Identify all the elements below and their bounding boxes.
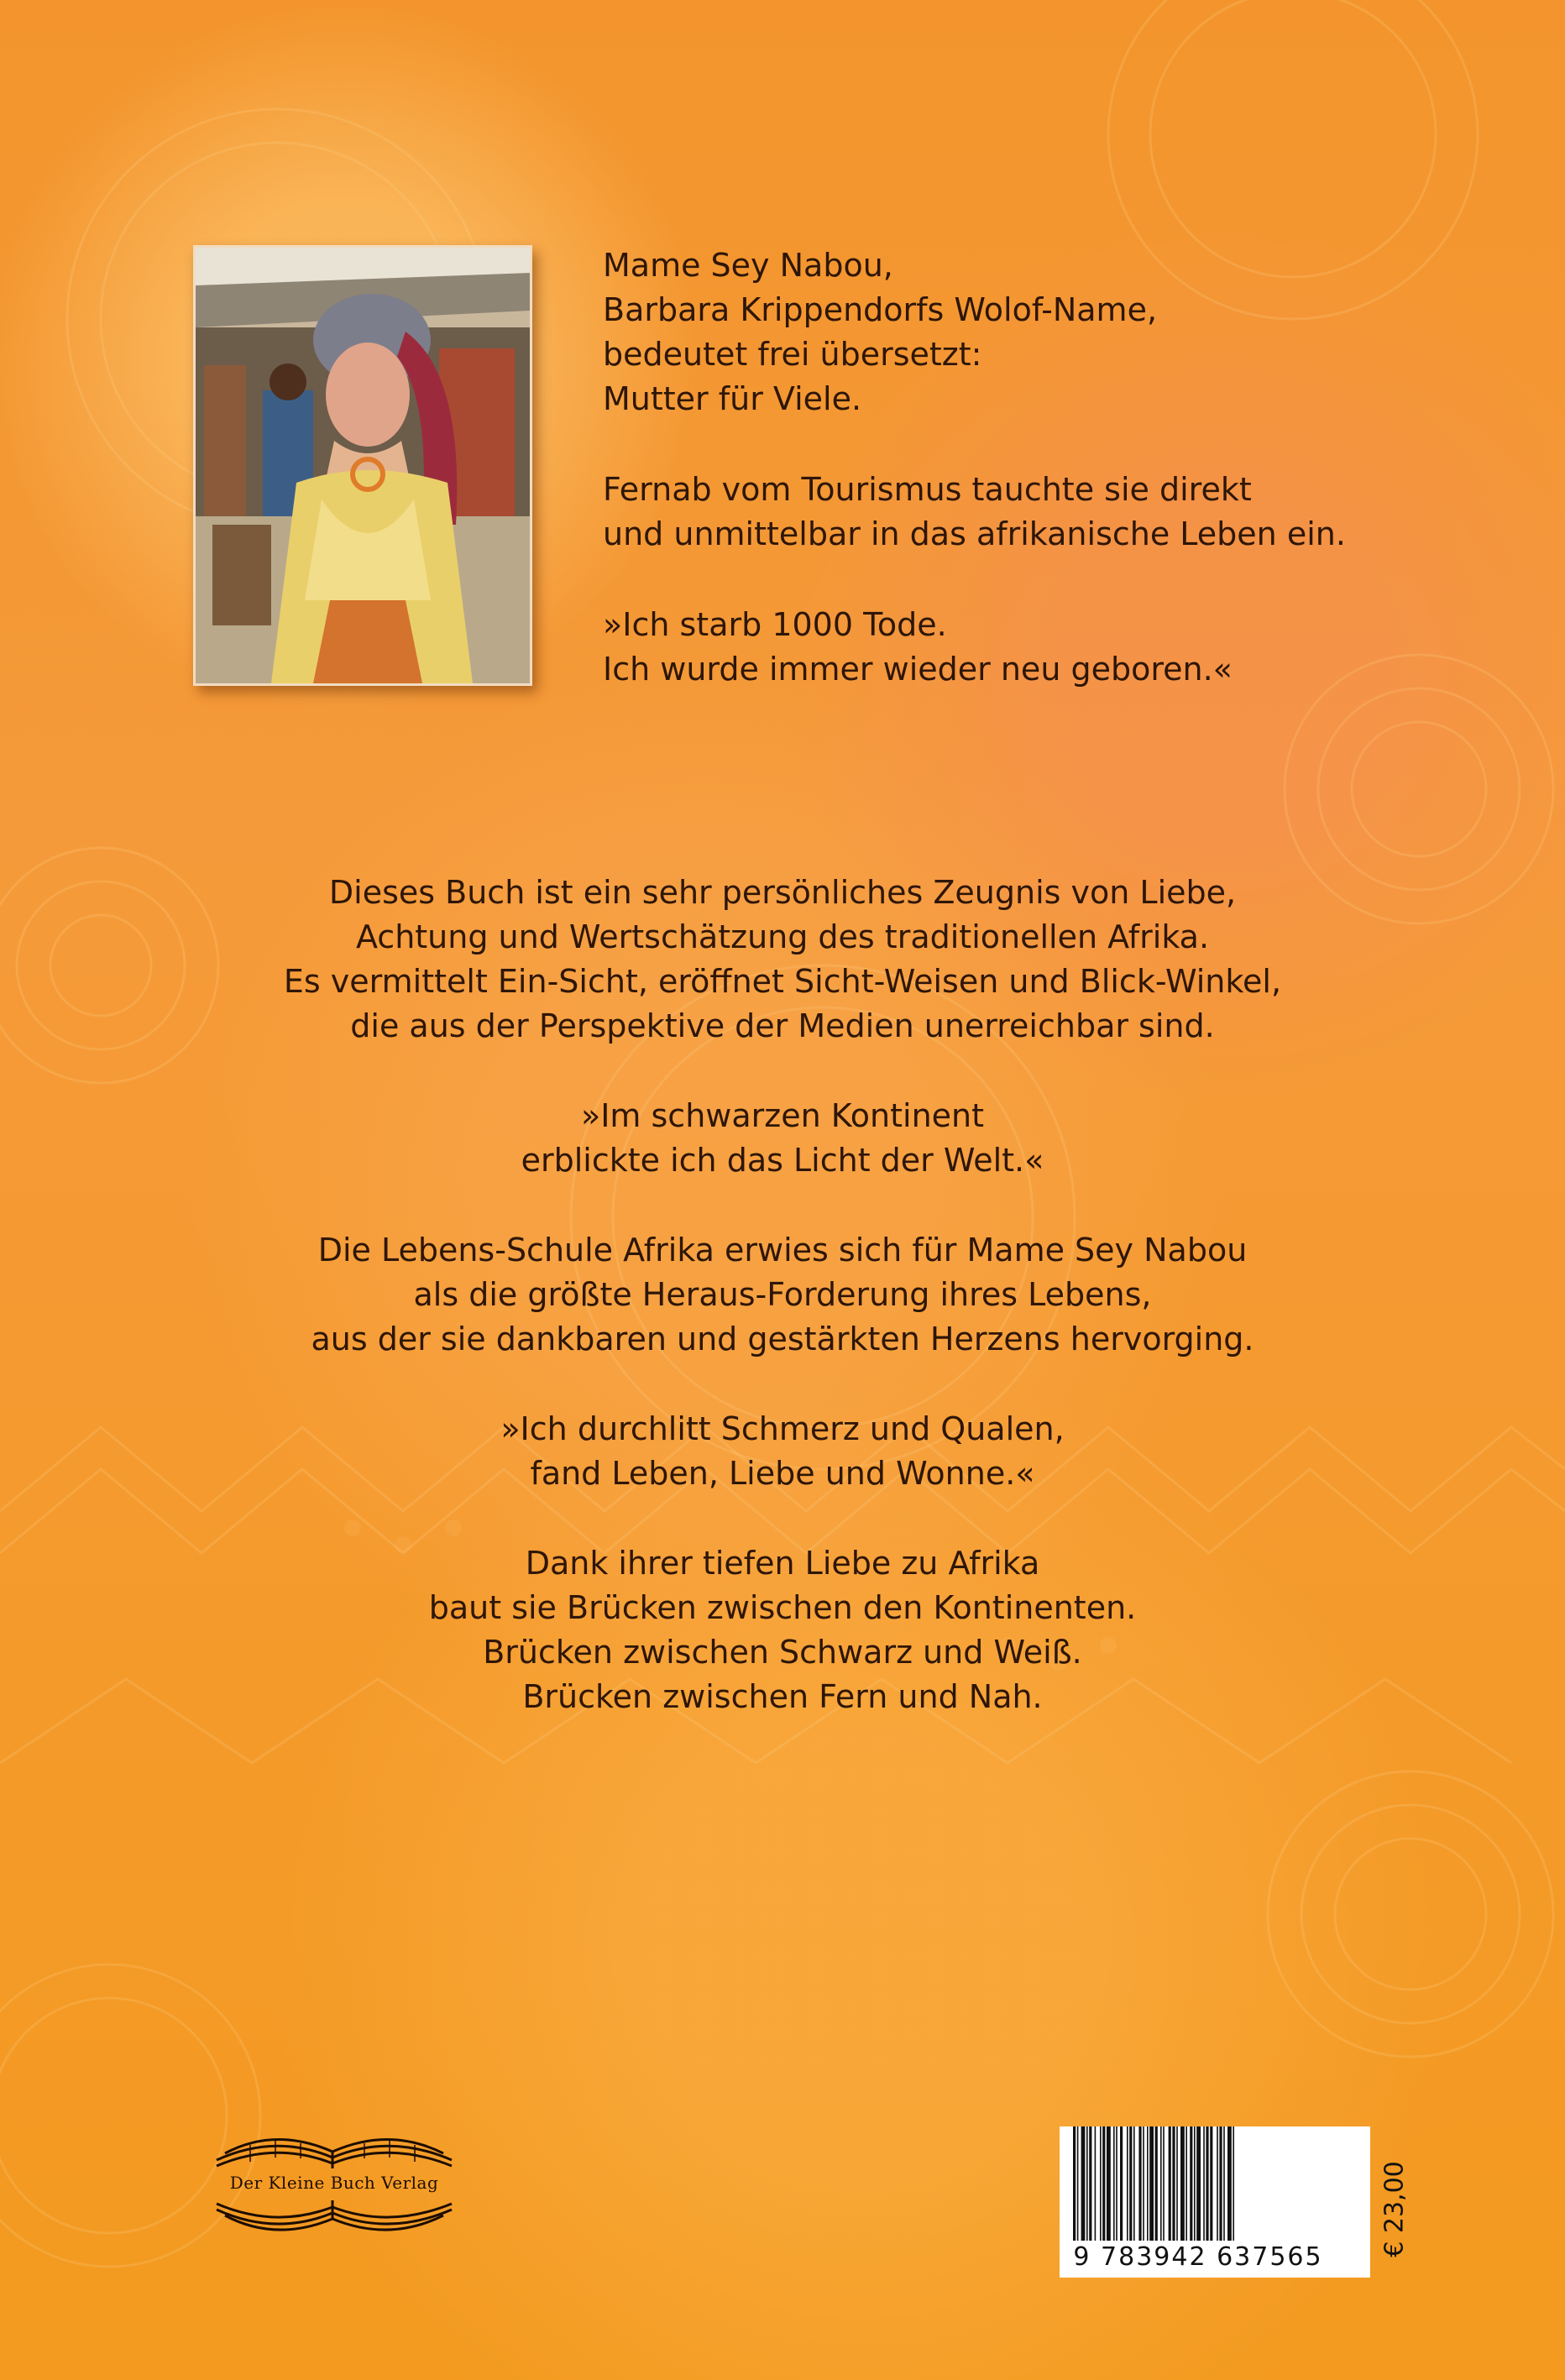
text-line: die aus der Perspektive der Medien unerreichbar sind.: [350, 1007, 1215, 1044]
text-line: baut sie Brücken zwischen den Kontinenten.: [428, 1589, 1137, 1626]
barcode-bar: [1107, 2126, 1111, 2241]
barcode-bar: [1206, 2126, 1208, 2241]
barcode-bar: [1073, 2126, 1076, 2241]
text-line: und unmittelbar in das afrikanische Leben ein.: [603, 515, 1346, 552]
author-quote: [603, 603, 1484, 692]
barcode-bar: [1186, 2126, 1187, 2241]
text-line: fand Leben, Liebe und Wonne.«: [530, 1455, 1035, 1492]
barcode-bar: [1127, 2126, 1128, 2241]
name-meaning-paragraph: [603, 243, 1484, 421]
barcode-bar: [1223, 2126, 1225, 2241]
barcode-bar: [1233, 2126, 1234, 2241]
text-line: Barbara Krippendorfs Wolof-Name,: [603, 291, 1158, 328]
travel-paragraph: [603, 468, 1484, 557]
barcode-bar: [1086, 2126, 1088, 2241]
isbn-barcode: [1060, 2126, 1370, 2278]
text-line: Brücken zwischen Fern und Nah.: [522, 1678, 1043, 1715]
blurb-paragraph-2: [126, 1228, 1439, 1362]
barcode-bar: [1172, 2126, 1175, 2241]
barcode-bar: [1100, 2126, 1102, 2241]
text-line: Es vermittelt Ein-Sicht, eröffnet Sicht-Weisen und Blick-Winkel,: [283, 963, 1282, 1000]
text-line: erblickte ich das Licht der Welt.«: [521, 1142, 1044, 1179]
blurb: [126, 871, 1439, 1765]
barcode-bar: [1163, 2126, 1165, 2241]
text-line: Dank ihrer tiefen Liebe zu Afrika: [525, 1545, 1040, 1582]
author-photo: [193, 245, 532, 686]
barcode-bar: [1190, 2126, 1192, 2241]
barcode-bar: [1113, 2126, 1115, 2241]
price-label: € 23,00: [1379, 2161, 1410, 2257]
barcode-bar: [1217, 2126, 1218, 2241]
barcode-bar: [1155, 2126, 1158, 2241]
barcode-bar: [1120, 2126, 1123, 2241]
barcode-bar: [1194, 2126, 1196, 2241]
barcode-bar: [1081, 2126, 1086, 2241]
barcode-bar: [1210, 2126, 1212, 2241]
publisher-logo: [191, 2120, 477, 2246]
text-line: bedeutet frei übersetzt:: [603, 336, 982, 373]
text-line: »Ich starb 1000 Tode.: [603, 606, 947, 643]
text-line: Mutter für Viele.: [603, 380, 862, 417]
barcode-bar: [1227, 2126, 1232, 2241]
publisher-name: Der Kleine Buch Verlag: [229, 2173, 439, 2193]
text-line: Die Lebens-Schule Afrika erwies sich für Mame Sey Nabou: [317, 1232, 1248, 1268]
text-line: Ich wurde immer wieder neu geboren.«: [603, 651, 1233, 688]
barcode-bar: [1160, 2126, 1162, 2241]
barcode-bar: [1133, 2126, 1135, 2241]
text-line: »Im schwarzen Kontinent: [580, 1097, 985, 1134]
barcode-bar: [1102, 2126, 1105, 2241]
blurb-quote-2: [126, 1407, 1439, 1496]
text-line: Dieses Buch ist ein sehr persönliches Zeugnis von Liebe,: [328, 874, 1237, 911]
author-intro: [603, 243, 1484, 738]
barcode-bar: [1176, 2126, 1178, 2241]
text-line: als die größte Heraus-Forderung ihres Lebens,: [413, 1276, 1152, 1313]
barcode-bar: [1196, 2126, 1201, 2241]
barcode-bar: [1077, 2126, 1079, 2241]
blurb-paragraph-3: [126, 1541, 1439, 1719]
blurb-quote-1: [126, 1094, 1439, 1183]
barcode-bar: [1089, 2126, 1091, 2241]
text-line: Achtung und Wertschätzung des traditionellen Afrika.: [355, 918, 1210, 955]
barcode-bar: [1138, 2126, 1141, 2241]
barcode-bar: [1149, 2126, 1154, 2241]
barcode-bar: [1095, 2126, 1097, 2241]
barcode-bar: [1180, 2126, 1185, 2241]
text-line: »Ich durchlitt Schmerz und Qualen,: [500, 1410, 1065, 1447]
barcode-bar: [1219, 2126, 1222, 2241]
text-line: Mame Sey Nabou,: [603, 247, 893, 284]
barcode-bars: [1071, 2126, 1337, 2241]
isbn-number: 9 783942 637565: [1073, 2242, 1323, 2272]
blurb-paragraph-1: [126, 871, 1439, 1049]
barcode-bar: [1116, 2126, 1117, 2241]
barcode-bar: [1147, 2126, 1149, 2241]
barcode-bar: [1203, 2126, 1205, 2241]
text-line: Brücken zwischen Schwarz und Weiß.: [483, 1634, 1082, 1671]
barcode-bar: [1143, 2126, 1144, 2241]
barcode-bar: [1129, 2126, 1132, 2241]
barcode-bar: [1169, 2126, 1171, 2241]
text-line: aus der sie dankbaren und gestärkten Herzens hervorging.: [311, 1321, 1254, 1357]
text-line: Fernab vom Tourismus tauchte sie direkt: [603, 471, 1252, 508]
